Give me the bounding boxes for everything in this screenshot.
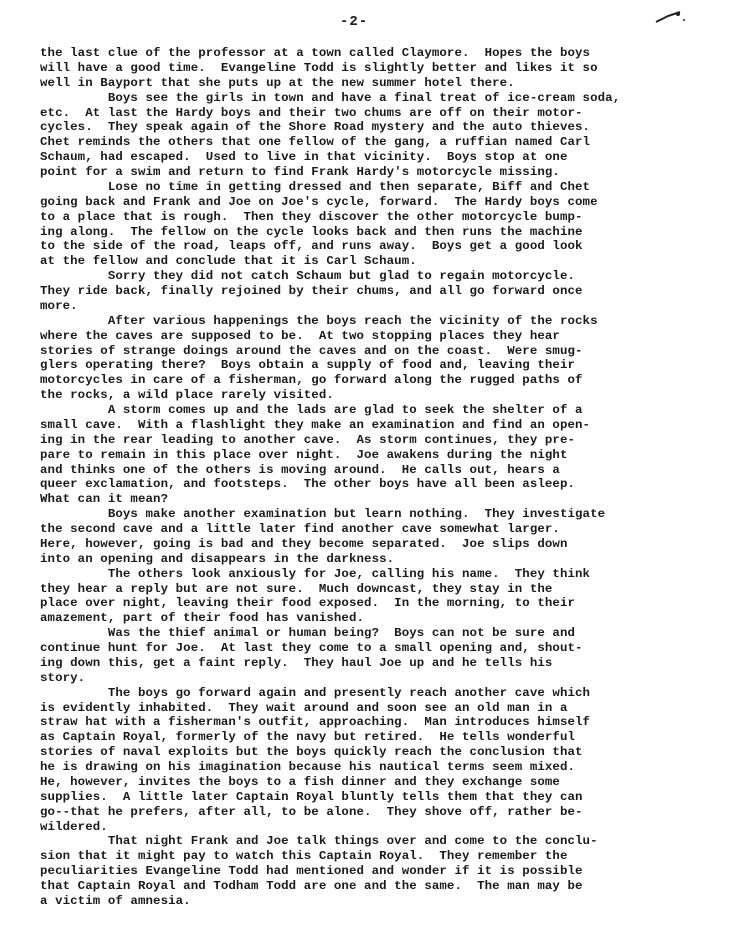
text-line: he is drawing on his imagination because his nautical terms seem mixed. [40, 760, 576, 774]
page-number: -2- [340, 14, 369, 30]
text-line: Was the thief animal or human being? Boys can not be sure and [40, 626, 576, 641]
text-line: more. [40, 298, 78, 313]
text-line: queer exclamation, and footsteps. The other boys have all been asleep. [40, 477, 576, 492]
text-line: He, however, invites the boys to a fish dinner and they exchange some [40, 774, 560, 789]
text-line: glers operating there? Boys obtain a supply of food and, leaving their [40, 358, 576, 373]
text-line: stories of naval exploits but the boys quickly reach the conclusion that [40, 745, 583, 760]
text-line: where the caves are supposed to be. At two stopping places they hear [40, 328, 560, 343]
text-line: stories of strange doings around the caves and on the coast. Were smug- [40, 343, 583, 358]
text-line: Boys make another examination but learn nothing. They investigate [40, 507, 606, 522]
text-line: That night Frank and Joe talk things over and come to the conclu- [40, 834, 598, 849]
text-line: the second cave and a little later find another cave somewhat larger. [40, 522, 560, 536]
text-line: to the side of the road, leaps off, and runs away. Boys get a good look [40, 239, 583, 254]
text-line: they hear a reply but are not sure. Much downcast, they stay in the [40, 581, 553, 596]
text-line: Sorry they did not catch Schaum but glad to regain motorcycle. [40, 269, 576, 284]
text-line: to a place that is rough. Then they discover the other motorcycle bump- [40, 209, 583, 224]
text-line: well in Bayport that she puts up at the new summer hotel there. [40, 75, 515, 90]
text-line: going back and Frank and Joe on Joe's cycle, forward. The Hardy boys come [40, 194, 598, 209]
text-line: at the fellow and conclude that it is Carl Schaum. [40, 254, 417, 269]
text-line: is evidently inhabited. They wait around and soon see an old man in a [40, 700, 568, 715]
text-line: What can it mean? [40, 492, 169, 507]
text-line: place over night, leaving their food exposed. In the morning, to their [40, 596, 576, 611]
text-line: etc. At last the Hardy boys and their two chums are off on their motor- [40, 105, 583, 120]
text-line: continue hunt for Joe. At last they come to a small opening and, shout- [40, 641, 583, 655]
text-line: a victim of amnesia. [40, 893, 191, 908]
text-line: small cave. With a flashlight they make an examination and find an open- [40, 417, 591, 432]
text-line: go--that he prefers, after all, to be alone. They shove off, rather be- [40, 804, 583, 819]
text-line: will have a good time. Evangeline Todd is slightly better and likes it so [40, 60, 598, 75]
text-line: cycles. They speak again of the Shore Road mystery and the auto thieves. [40, 120, 591, 135]
text-line: Boys see the girls in town and have a final treat of ice-cream soda, [40, 90, 621, 105]
text-line: ing down this, get a faint reply. They haul Joe up and he tells his [40, 655, 553, 670]
text-line: wildered. [40, 819, 108, 834]
text-line: supplies. A little later Captain Royal bluntly tells them that they can [40, 789, 583, 804]
text-line: They ride back, finally rejoined by their chums, and all go forward once [40, 284, 583, 298]
text-line: that Captain Royal and Todham Todd are one and the same. The man may be [40, 879, 583, 893]
text-line: The others look anxiously for Joe, calling his name. They think [40, 566, 591, 581]
text-line: A storm comes up and the lads are glad to seek the shelter of a [40, 403, 583, 417]
text-line: motorcycles in care of a fisherman, go forward along the rugged paths of [40, 373, 583, 388]
ink-mark [650, 8, 690, 26]
text-line: and thinks one of the others is moving around. He calls out, hears a [40, 462, 560, 477]
text-line: Schaum, had escaped. Used to live in that vicinity. Boys stop at one [40, 150, 568, 165]
text-line: straw hat with a fisherman's outfit, approaching. Man introduces himself [40, 715, 591, 730]
text-line: Here, however, going is bad and they become separated. Joe slips down [40, 536, 568, 551]
text-line: into an opening and disappears in the darkness. [40, 551, 395, 566]
text-line: The boys go forward again and presently reach another cave which [40, 685, 591, 700]
text-line: Lose no time in getting dressed and then separate, Biff and Chet [40, 179, 591, 194]
body-text [40, 46, 702, 909]
text-line: story. [40, 670, 86, 685]
text-line: ing in the rear leading to another cave. As storm continues, they pre- [40, 432, 576, 447]
text-line: point for a swim and return to find Frank Hardy's motorcycle missing. [40, 165, 560, 179]
text-line: as Captain Royal, formerly of the navy but retired. He tells wonderful [40, 730, 576, 745]
text-line: After various happenings the boys reach the vicinity of the rocks [40, 313, 598, 328]
text-line: amazement, part of their food has vanished. [40, 611, 365, 626]
text-line: pare to remain in this place over night. Joe awakens during the night [40, 447, 568, 462]
text-line: peculiarities Evangeline Todd had mentioned and wonder if it is possible [40, 864, 583, 879]
text-line: the rocks, a wild place rarely visited. [40, 388, 334, 403]
text-line: the last clue of the professor at a town called Claymore. Hopes the boys [40, 46, 591, 60]
text-line: Chet reminds the others that one fellow of the gang, a ruffian named Carl [40, 135, 591, 150]
text-line: ing along. The fellow on the cycle looks back and then runs the machine [40, 224, 583, 239]
text-line: sion that it might pay to watch this Captain Royal. They remember the [40, 849, 568, 864]
